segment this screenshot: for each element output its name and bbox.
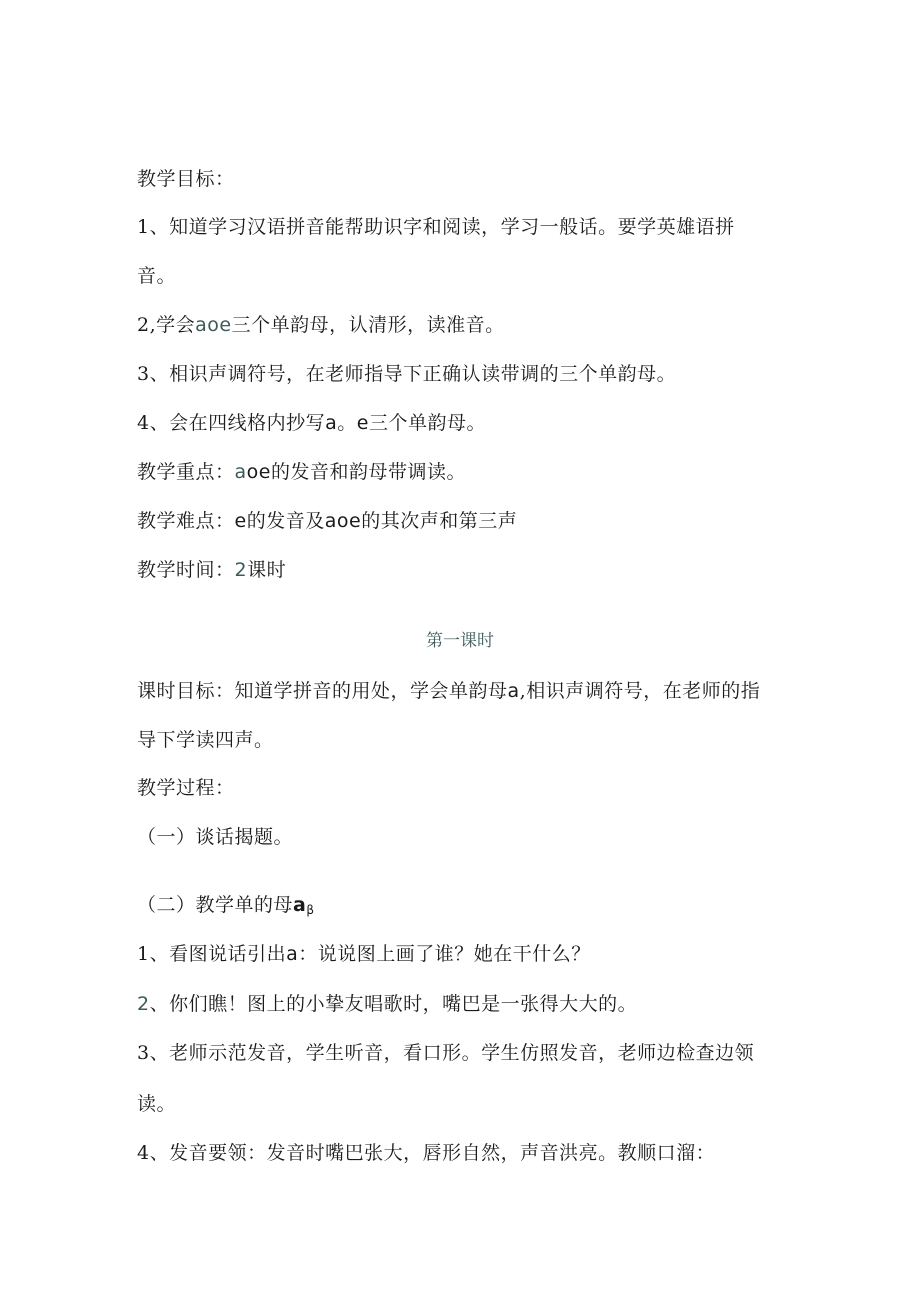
teaching-time-label: 教学时间： bbox=[137, 559, 235, 581]
item-1 bbox=[137, 942, 591, 966]
step-2 bbox=[137, 893, 315, 922]
item-3-line-1 bbox=[137, 1041, 754, 1065]
goal-1-line-1 bbox=[137, 215, 735, 239]
item-2 bbox=[137, 992, 637, 1016]
goal-4 bbox=[137, 411, 486, 435]
difficult-points-letters: aoe bbox=[324, 510, 362, 532]
item-3-text-cont: 读。 bbox=[137, 1093, 177, 1115]
goal-4-mid: 。 bbox=[337, 412, 357, 434]
lesson-goal-letter-a: a bbox=[507, 680, 520, 702]
lesson-title: 第一课时 bbox=[426, 631, 494, 651]
key-points bbox=[137, 460, 466, 484]
item-1-prefix: 1、看图说话引出 bbox=[137, 943, 287, 965]
key-points-label: 教学重点： bbox=[137, 461, 235, 483]
teaching-process-heading bbox=[137, 776, 235, 800]
step-2-prefix: （二）教学单的母 bbox=[137, 894, 294, 916]
step-1-text: （一）谈话揭题。 bbox=[137, 826, 294, 848]
goal-4-letter-a: a bbox=[325, 412, 338, 434]
item-2-text: 、你们瞧！图上的小挚友唱歌时，嘴巴是一张得大大的。 bbox=[149, 993, 638, 1015]
lesson-goal-cont: 导下学读四声。 bbox=[137, 729, 274, 751]
difficult-points-mid: 的发音及 bbox=[246, 510, 325, 532]
goal-4-prefix: 4、会在四线格内抄写 bbox=[137, 412, 326, 434]
item-3-line-2 bbox=[137, 1092, 176, 1116]
lesson-goal-prefix: 课时目标：知道学拼音的用处，学会单韵母 bbox=[137, 680, 508, 702]
item-2-number: 2 bbox=[137, 993, 150, 1015]
key-points-letter-a: a bbox=[234, 461, 247, 483]
teaching-time-value: 2 bbox=[234, 559, 248, 581]
lesson-goal-suffix: ,相识声调符号，在老师的指 bbox=[519, 680, 761, 702]
goal-2-prefix: 2,学会 bbox=[137, 314, 196, 336]
goal-2-letters: aoe bbox=[195, 314, 232, 336]
goal-4-letter-e: e bbox=[356, 412, 369, 434]
teaching-process-label: 教学过程： bbox=[137, 777, 235, 799]
goal-2 bbox=[137, 313, 505, 337]
difficult-points bbox=[137, 509, 517, 533]
teaching-time bbox=[137, 558, 286, 582]
goal-4-suffix: 三个单韵母。 bbox=[368, 412, 486, 434]
difficult-points-letter-e: e bbox=[234, 510, 247, 532]
heading-teaching-goals bbox=[137, 167, 235, 191]
teaching-time-unit: 课时 bbox=[247, 559, 287, 581]
goal-1-text: 1、知道学习汉语拼音能帮助识字和阅读，学习一般话。要学英雄语拼 bbox=[137, 216, 735, 238]
step-2-subscript: β bbox=[306, 903, 315, 917]
goal-2-suffix: 三个单韵母，认清形，读准音。 bbox=[231, 314, 505, 336]
goal-1-text-cont: 音。 bbox=[137, 265, 177, 287]
item-4-text: 4、发音要领：发音时嘴巴张大，唇形自然，声音洪亮。教顺口溜： bbox=[137, 1142, 716, 1164]
lesson-goal-line-1 bbox=[137, 679, 760, 703]
item-4 bbox=[137, 1141, 715, 1165]
difficult-points-label: 教学难点： bbox=[137, 510, 235, 532]
key-points-suffix: 的发音和韵母带调读。 bbox=[271, 461, 467, 483]
step-1 bbox=[137, 825, 293, 849]
lesson-goal-line-2 bbox=[137, 728, 274, 752]
item-1-suffix: ：说说图上画了谁？她在干什么？ bbox=[298, 943, 591, 965]
heading-text: 教学目标： bbox=[137, 168, 235, 190]
key-points-letters-oe: oe bbox=[246, 461, 271, 483]
difficult-points-suffix: 的其次声和第三声 bbox=[361, 510, 518, 532]
item-1-letter-a: a bbox=[286, 943, 299, 965]
item-3-text: 3、老师示范发音，学生听音，看口形。学生仿照发音，老师边检查边领 bbox=[137, 1042, 755, 1064]
step-2-letter-a: a bbox=[293, 894, 307, 916]
goal-3-text: 3、相识声调符号，在老师指导下正确认读带调的三个单韵母。 bbox=[137, 363, 677, 385]
goal-1-line-2 bbox=[137, 264, 176, 288]
goal-3 bbox=[137, 362, 676, 386]
